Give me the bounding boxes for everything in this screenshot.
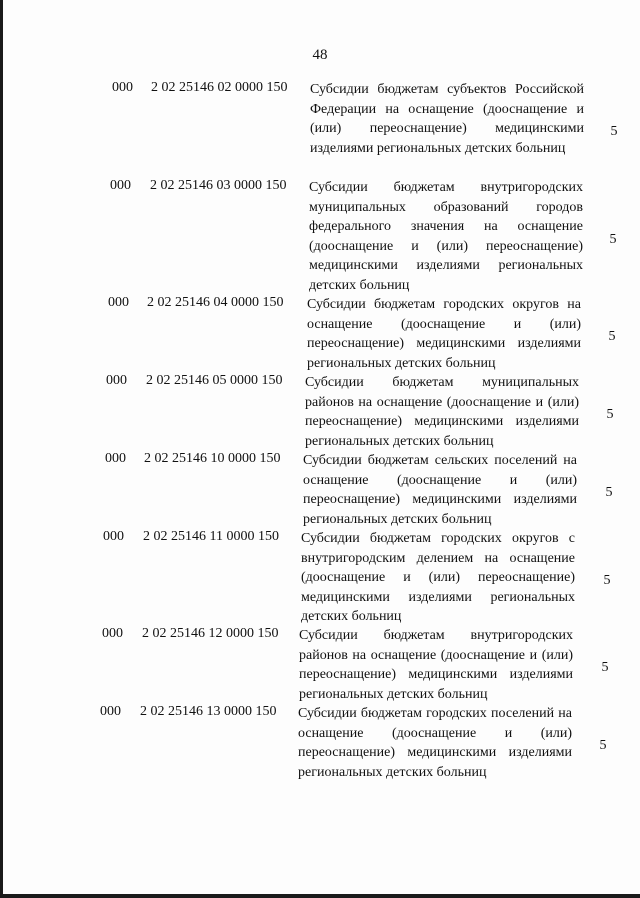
row-description: Субсидии бюджетам внутригородских муниципальных образований городов федерального значения на оснащение (дооснащение и (или) переоснащение) медицинскими изделиями региональных детских больниц bbox=[309, 180, 583, 293]
admin-code: 000 bbox=[103, 529, 124, 544]
admin-code: 000 bbox=[105, 451, 126, 466]
scan-edge-left bbox=[0, 0, 3, 898]
row-amount: 5 bbox=[606, 407, 614, 422]
page-number: 48 bbox=[312, 47, 328, 63]
row-amount: 5 bbox=[599, 738, 607, 753]
row-description: Субсидии бюджетам сельских поселений на оснащение (дооснащение и (или) переоснащение) медицинскими изделиями региональных детских больниц bbox=[303, 453, 577, 527]
row-description: Субсидии бюджетам городских округов на оснащение (дооснащение и (или) переоснащение) медицинскими изделиями региональных детских больниц bbox=[307, 297, 581, 371]
row-amount: 5 bbox=[601, 660, 609, 675]
scan-edge-bottom bbox=[0, 894, 640, 898]
row-amount: 5 bbox=[610, 124, 618, 139]
kbk-code: 2 02 25146 02 0000 150 bbox=[151, 80, 288, 95]
admin-code: 000 bbox=[102, 626, 123, 641]
row-description: Субсидии бюджетам городских поселений на оснащение (дооснащение и (или) переоснащение) медицинскими изделиями региональных детских больниц bbox=[298, 706, 572, 780]
admin-code: 000 bbox=[100, 704, 121, 719]
row-amount: 5 bbox=[603, 573, 611, 588]
row-description: Субсидии бюджетам субъектов Российской Федерации на оснащение (дооснащение и (или) переоснащение) медицинскими изделиями региональных детских больниц bbox=[310, 82, 584, 156]
row-description: Субсидии бюджетам городских округов с внутригородским делением на оснащение (дооснащение и (или) переоснащение) медицинскими изделиями региональных детских больниц bbox=[301, 531, 575, 624]
row-amount: 5 bbox=[605, 485, 613, 500]
row-description: Субсидии бюджетам внутригородских районов на оснащение (дооснащение и (или) переоснащение) медицинскими изделиями региональных детских больниц bbox=[299, 628, 573, 702]
kbk-code: 2 02 25146 04 0000 150 bbox=[147, 295, 284, 310]
admin-code: 000 bbox=[106, 373, 127, 388]
kbk-code: 2 02 25146 13 0000 150 bbox=[140, 704, 277, 719]
admin-code: 000 bbox=[108, 295, 129, 310]
kbk-code: 2 02 25146 12 0000 150 bbox=[142, 626, 279, 641]
admin-code: 000 bbox=[110, 178, 131, 193]
row-amount: 5 bbox=[609, 232, 617, 247]
kbk-code: 2 02 25146 11 0000 150 bbox=[143, 529, 279, 544]
row-description: Субсидии бюджетам муниципальных районов на оснащение (дооснащение и (или) переоснащение) медицинскими изделиями региональных детских больниц bbox=[305, 375, 579, 449]
admin-code: 000 bbox=[112, 80, 133, 95]
kbk-code: 2 02 25146 03 0000 150 bbox=[150, 178, 287, 193]
kbk-code: 2 02 25146 05 0000 150 bbox=[146, 373, 283, 388]
kbk-code: 2 02 25146 10 0000 150 bbox=[144, 451, 281, 466]
row-amount: 5 bbox=[608, 329, 616, 344]
